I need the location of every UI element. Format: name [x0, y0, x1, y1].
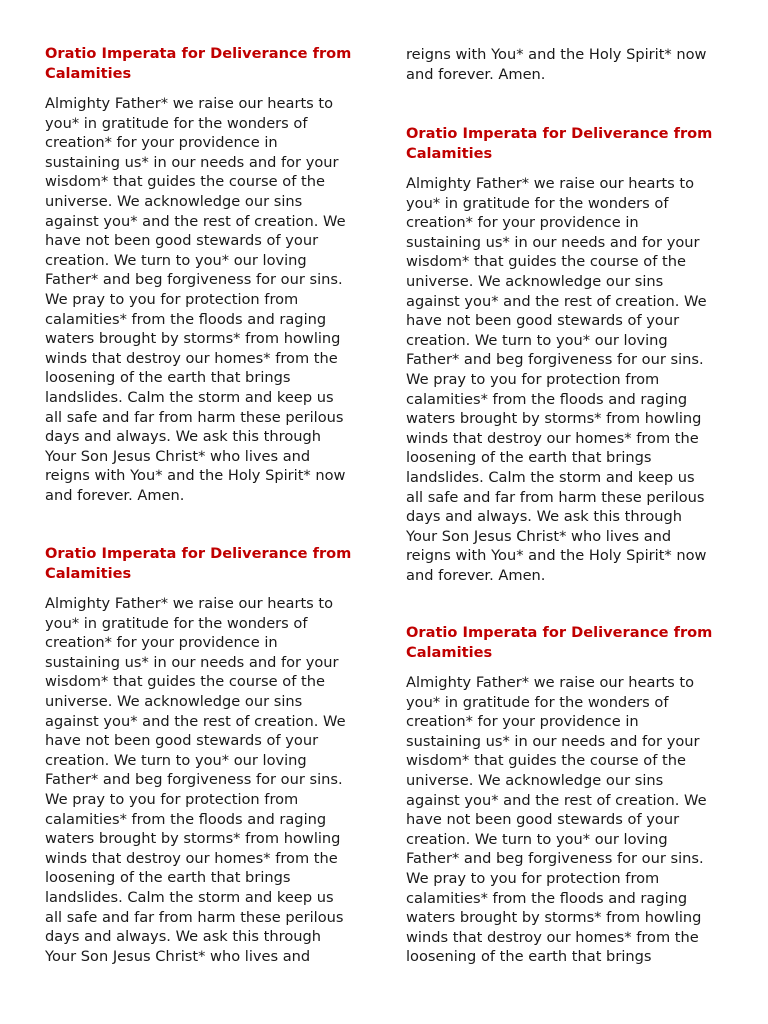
prayer-line: and forever. Amen. [406, 65, 546, 83]
prayer-title-line: Oratio Imperata for Deliverance from [45, 545, 352, 562]
prayer-line: creation* for your providence in [406, 214, 639, 232]
prayer-line: all safe and far from harm these perilous [406, 488, 705, 506]
prayer-line: landslides. Calm the storm and keep us [406, 468, 695, 486]
prayer-line: days and always. We ask this through [45, 428, 322, 446]
prayer-line: universe. We acknowledge our sins [45, 692, 303, 710]
prayer-line: calamities* from the floods and raging [45, 810, 327, 828]
prayer-line: wisdom* that guides the course of the [45, 673, 325, 691]
prayer-line: Almighty Father* we raise our hearts to [45, 95, 334, 112]
prayer-line: Your Son Jesus Christ* who lives and [45, 947, 311, 965]
prayer-line: Father* and beg forgiveness for our sins. [45, 271, 343, 289]
prayer-line: We pray to you for protection from [406, 869, 660, 887]
prayer-line: Father* and beg forgiveness for our sins. [406, 850, 704, 868]
prayer-text-continuation [406, 45, 728, 84]
prayer-line: calamities* from the floods and raging [45, 310, 327, 328]
prayer-line: waters brought by storms* from howling [406, 410, 702, 428]
prayer-line: winds that destroy our homes* from the [406, 928, 699, 946]
prayer-text [406, 673, 728, 967]
prayer-line: sustaining us* in our needs and for your [406, 732, 700, 750]
prayer-line: Father* and beg forgiveness for our sins. [45, 771, 343, 789]
prayer-title [406, 623, 728, 662]
prayer-line: creation. We turn to you* our loving [45, 251, 307, 269]
prayer-line: and forever. Amen. [45, 486, 185, 504]
prayer-title [406, 124, 728, 163]
prayer-line: reigns with You* and the Holy Spirit* now [45, 467, 346, 485]
prayer-line: loosening of the earth that brings [45, 869, 291, 887]
prayer-line: waters brought by storms* from howling [45, 830, 341, 848]
prayer-line: sustaining us* in our needs and for your [406, 233, 700, 251]
prayer-line: wisdom* that guides the course of the [406, 253, 686, 271]
prayer-line: We pray to you for protection from [45, 790, 299, 808]
prayer-line: We pray to you for protection from [406, 370, 660, 388]
prayer-line: loosening of the earth that brings [406, 948, 652, 966]
prayer-line: and forever. Amen. [406, 566, 546, 584]
prayer-line: against you* and the rest of creation. We [45, 212, 346, 230]
prayer-line: all safe and far from harm these perilous [45, 908, 344, 926]
prayer-title [45, 544, 367, 583]
prayer-line: winds that destroy our homes* from the [406, 429, 699, 447]
prayer-text [406, 174, 728, 585]
prayer-line: loosening of the earth that brings [45, 369, 291, 387]
prayer-line: creation. We turn to you* our loving [406, 830, 668, 848]
prayer-line: Your Son Jesus Christ* who lives and [45, 447, 311, 465]
prayer-line: Almighty Father* we raise our hearts to [45, 595, 334, 612]
prayer-line: wisdom* that guides the course of the [45, 173, 325, 191]
prayer-title-line: Calamities [45, 64, 132, 82]
prayer-line: calamities* from the floods and raging [406, 390, 688, 408]
prayer-line: landslides. Calm the storm and keep us [45, 388, 334, 406]
prayer-title-line: Calamities [406, 144, 493, 162]
prayer-line: Father* and beg forgiveness for our sins. [406, 351, 704, 369]
prayer-line: against you* and the rest of creation. We [45, 712, 346, 730]
prayer-line: you* in gratitude for the wonders of [406, 693, 669, 711]
prayer-text [45, 94, 367, 505]
prayer-line: sustaining us* in our needs and for your [45, 153, 339, 171]
prayer-line: Almighty Father* we raise our hearts to [406, 674, 695, 691]
prayer-line: loosening of the earth that brings [406, 449, 652, 467]
prayer-line: creation. We turn to you* our loving [45, 751, 307, 769]
prayer-line: winds that destroy our homes* from the [45, 349, 338, 367]
prayer-line: universe. We acknowledge our sins [45, 192, 303, 210]
prayer-line: Your Son Jesus Christ* who lives and [406, 527, 672, 545]
prayer-line: you* in gratitude for the wonders of [45, 114, 308, 132]
prayer-title-line: Oratio Imperata for Deliverance from [406, 624, 713, 641]
prayer-line: wisdom* that guides the course of the [406, 752, 686, 770]
prayer-line: sustaining us* in our needs and for your [45, 653, 339, 671]
prayer-line: creation* for your providence in [406, 713, 639, 731]
prayer-line: waters brought by storms* from howling [406, 909, 702, 927]
prayer-line: universe. We acknowledge our sins [406, 771, 664, 789]
prayer-text [45, 594, 367, 966]
prayer-line: Almighty Father* we raise our hearts to [406, 175, 695, 192]
prayer-line: have not been good stewards of your [406, 811, 680, 829]
prayer-title [45, 44, 367, 83]
prayer-line: days and always. We ask this through [406, 508, 683, 526]
prayer-line: universe. We acknowledge our sins [406, 272, 664, 290]
prayer-line: winds that destroy our homes* from the [45, 849, 338, 867]
prayer-title-line: Calamities [45, 564, 132, 582]
prayer-line: have not been good stewards of your [45, 232, 319, 250]
prayer-line: days and always. We ask this through [45, 928, 322, 946]
prayer-line: reigns with You* and the Holy Spirit* now [406, 46, 707, 63]
prayer-line: creation* for your providence in [45, 634, 278, 652]
prayer-line: We pray to you for protection from [45, 290, 299, 308]
prayer-line: have not been good stewards of your [45, 732, 319, 750]
prayer-line: against you* and the rest of creation. We [406, 791, 707, 809]
prayer-line: calamities* from the floods and raging [406, 889, 688, 907]
prayer-line: against you* and the rest of creation. We [406, 292, 707, 310]
prayer-line: you* in gratitude for the wonders of [45, 614, 308, 632]
prayer-line: creation. We turn to you* our loving [406, 331, 668, 349]
prayer-line: landslides. Calm the storm and keep us [45, 888, 334, 906]
prayer-title-line: Calamities [406, 643, 493, 661]
prayer-title-line: Oratio Imperata for Deliverance from [45, 45, 352, 62]
prayer-line: creation* for your providence in [45, 134, 278, 152]
prayer-line: all safe and far from harm these perilous [45, 408, 344, 426]
prayer-line: reigns with You* and the Holy Spirit* now [406, 547, 707, 565]
prayer-line: you* in gratitude for the wonders of [406, 194, 669, 212]
prayer-line: waters brought by storms* from howling [45, 330, 341, 348]
prayer-line: have not been good stewards of your [406, 312, 680, 330]
prayer-title-line: Oratio Imperata for Deliverance from [406, 125, 713, 142]
